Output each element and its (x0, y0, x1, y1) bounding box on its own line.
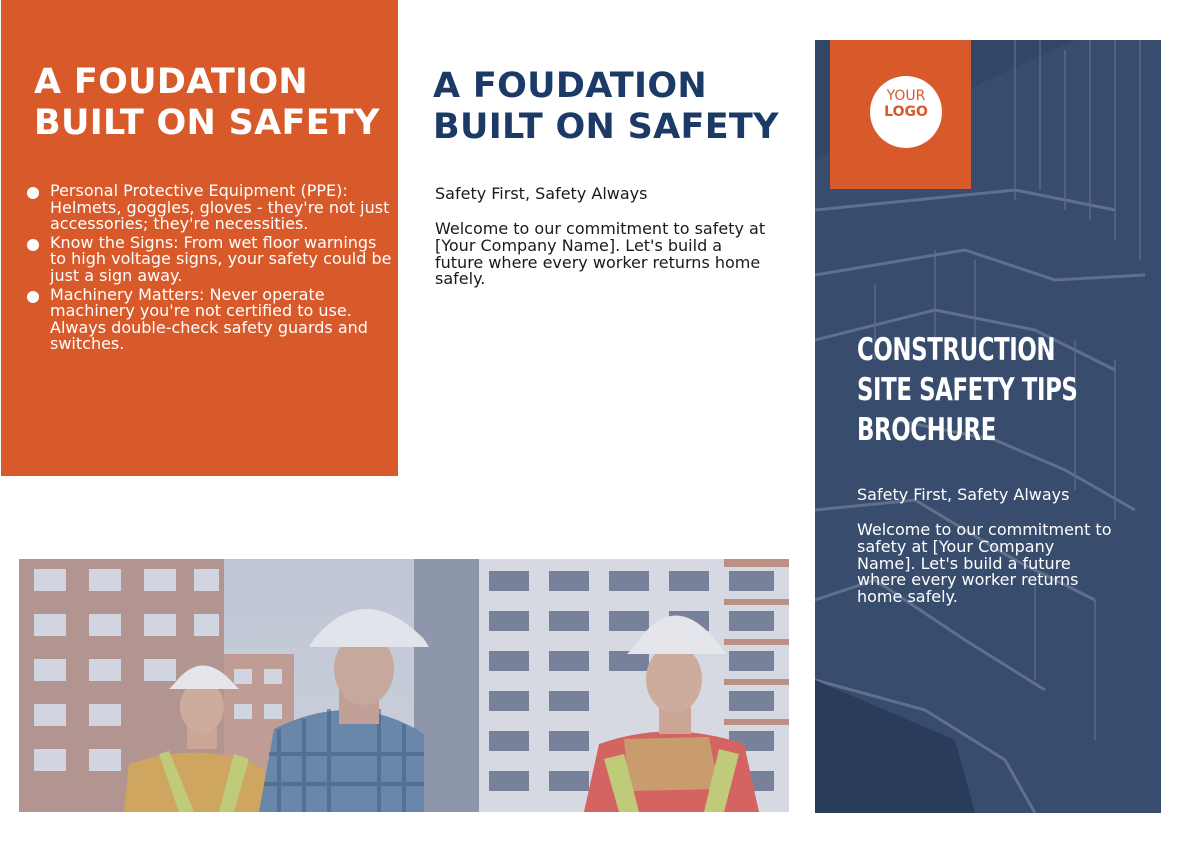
left-panel-title: A FOUDATION BUILT ON SAFETY (34, 62, 380, 143)
middle-tagline: Safety First, Safety Always (435, 184, 648, 203)
logo-placeholder (870, 76, 942, 148)
cover-title: CONSTRUCTION SITE SAFETY TIPS BROCHURE (857, 332, 1078, 448)
construction-workers-photo (19, 559, 789, 812)
workers-illustration (19, 559, 789, 812)
logo-text-logo: LOGO (884, 104, 928, 120)
bullet-dot-icon (27, 239, 39, 251)
safety-tips-list (27, 183, 397, 355)
middle-welcome-text: Welcome to our commitment to safety at [Your Company Name]. Let's build a future where every worker returns home safely. (435, 219, 766, 289)
list-item-text: Personal Protective Equipment (PPE): Helmets, goggles, gloves - they're not just accessories; they're necessities. (50, 181, 390, 234)
list-item (27, 232, 397, 285)
cover-welcome-text: Welcome to our commitment to safety at [Your Company Name]. Let's build a future where every worker returns home safely. (857, 520, 1112, 607)
list-item (27, 183, 397, 233)
cover-tagline: Safety First, Safety Always (857, 485, 1070, 504)
bullet-dot-icon (27, 187, 39, 199)
list-item (27, 284, 397, 354)
cover-panel (815, 40, 1161, 813)
list-item-text: Machinery Matters: Never operate machinery you're not certified to use. Always double-check safety guards and switches. (50, 284, 368, 354)
logo-box (830, 40, 971, 189)
logo-text-your: YOUR (886, 88, 926, 104)
list-item-text: Know the Signs: From wet floor warnings to high voltage signs, your safety could be just a sign away. (50, 232, 392, 285)
bullet-dot-icon (27, 291, 39, 303)
middle-panel-title: A FOUDATION BUILT ON SAFETY (433, 66, 779, 147)
left-orange-panel (1, 0, 398, 476)
